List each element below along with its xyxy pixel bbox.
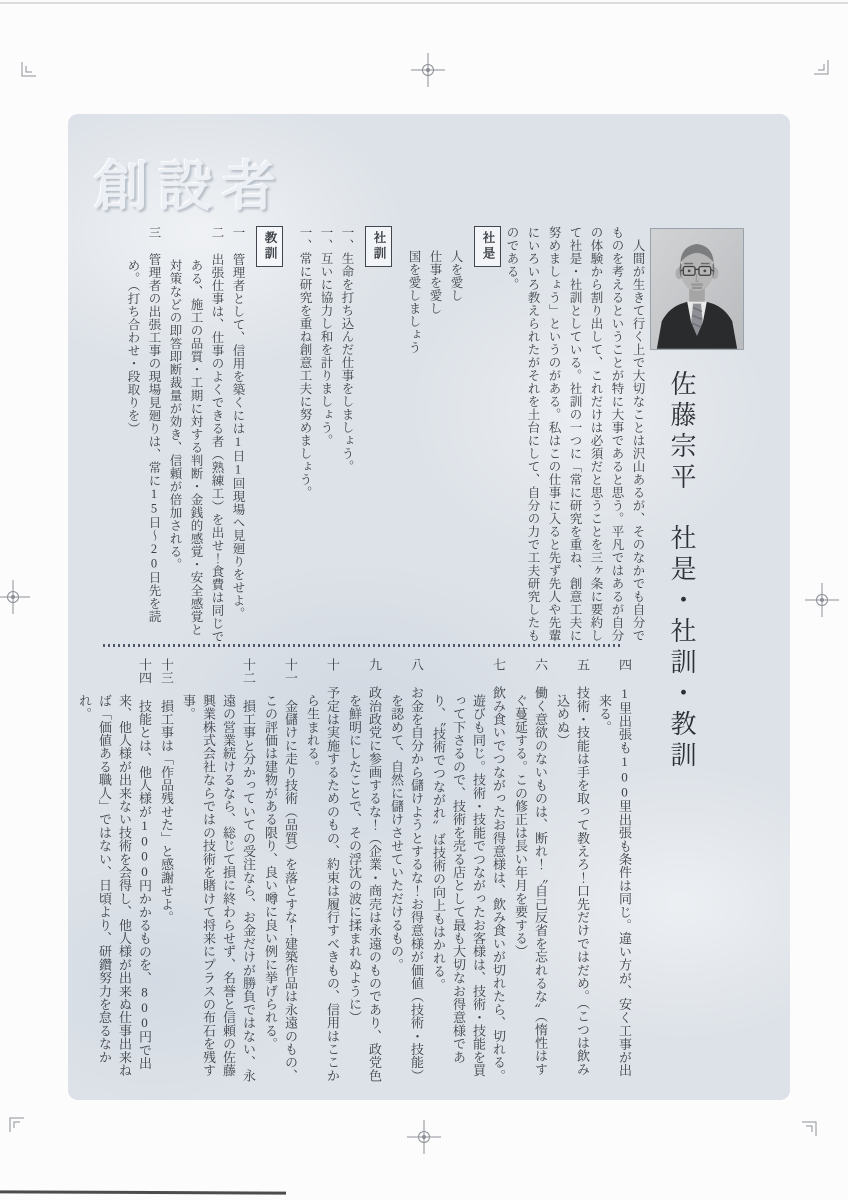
scanned-page: [68, 114, 790, 1100]
item-number: 九: [367, 658, 382, 672]
item-text: 技術・技能は手を取って教えろ！口先だけではだめ。（こつは飲み込めぬ）: [555, 686, 590, 1076]
item-number: 一: [231, 226, 245, 239]
kyokun-item: [74, 658, 154, 1086]
registration-crosshair-right: [805, 583, 839, 617]
item-number: 八: [409, 658, 424, 672]
watermark-title: 創設者: [94, 157, 286, 217]
lower-text-block: [77, 658, 634, 1086]
portrait-photo-icon: [651, 229, 743, 349]
item-text: 働く意欲のないものは、断れ！〝自己反省を忘れるな〟（惰性はすぐ蔓延する。この修正は長い年月を要する）: [513, 686, 548, 1076]
founder-name: 佐藤宗平: [667, 370, 696, 494]
item-number: 三: [147, 226, 161, 239]
kyokun-item: [552, 658, 592, 1086]
kyokun-item: [510, 658, 550, 1086]
item-number: 七: [491, 658, 506, 672]
kyokun-item: [386, 658, 426, 1086]
kyokun-item: [156, 658, 176, 1086]
founder-photo: [650, 228, 744, 350]
item-number: 四: [617, 658, 632, 672]
registration-crosshair-top: [411, 53, 445, 87]
kyokun-section: [122, 226, 283, 646]
kyokun-item: [164, 226, 227, 646]
corner-mark-top-right: [812, 58, 830, 76]
item-text: 出張仕事は、仕事のよくできる者（熟練工）を出せ！食費は同じである、施工の品質・工期に対する判断・金銭的感覚・安全感覚と対策などの即答即断裁量が効き、信頼が倍加される。: [168, 253, 224, 643]
registration-crosshair-left: [0, 580, 30, 614]
shaze-line: 人を愛し: [449, 250, 463, 302]
scan-edge-line: [0, 2, 848, 4]
item-number: 十三: [159, 658, 174, 685]
shakun-line: 一、常に研究を重ね創意工夫に努めましょう。: [298, 226, 312, 499]
item-number: 六: [533, 658, 548, 672]
kyokun-item: [302, 658, 342, 1086]
dotted-divider: [103, 644, 621, 647]
corner-mark-bottom-right: [800, 1120, 818, 1138]
item-text: 政治政党に参画するな！（企業・商売は永遠のものであり、政党色を鮮明にしたことで、その浮沈の波に揉まれぬように）: [347, 686, 382, 1083]
page-title: [668, 370, 694, 870]
item-text: 1里出張も100里出張も条件は同じ。違い方が、安く工事が出来る。: [597, 686, 632, 1078]
item-number: 五: [575, 658, 590, 672]
item-number: 十四: [137, 658, 152, 685]
kyokun-item: [594, 658, 634, 1086]
item-text: 技能とは、他人様が1000円かかるものを、800円で出来、他人様が出来ない技術を会得し、他人様が出来ぬ仕事出来ねば「価値ある職人」ではない、日頃より、研鑽努力を怠るなかれ。: [77, 694, 152, 1077]
item-number: 十一: [283, 658, 298, 685]
kyokun-item: [178, 658, 258, 1086]
shakun-line: 一、互いに協力し和を計りましょう。: [319, 226, 333, 447]
kyokun-label: 教訓: [256, 226, 283, 267]
shaze-label: 社是: [474, 226, 501, 267]
item-text: お金を自分から儲けようとするな！お得意様が価値（技術・技能）を認めて、自然に儲けさせていただけるもの。: [389, 686, 424, 1083]
corner-mark-bottom-left: [8, 1116, 26, 1134]
item-number: 十: [325, 658, 340, 672]
item-number: 二: [210, 226, 224, 239]
shaze-line: 仕事を愛し: [428, 250, 442, 315]
kyokun-item: [428, 658, 508, 1086]
corner-mark-top-left: [20, 60, 38, 78]
shaze-line: 国を愛しましょう: [407, 250, 421, 354]
kyokun-item: [344, 658, 384, 1086]
item-text: 飲み食いでつながったお得意様は、飲み食いが切れたら、切れる。遊びも同じ。技術・技能でつながったお客様は、技術・技能を買って下さるので、技術を売る店として最も大切なお得意様であり、〝技術でつながれ〟ば技術の向上もはかれる。: [431, 686, 506, 1083]
intro-paragraph: 人間が生きて行く上で大切なことは沢山あるが、そのなかでも自分でものを考えるということが特に大事であると思う。平凡ではあるが自分の体験から割り出して、これだけは必須だと思うことを三ヶ条に要約して社是・社訓としている。社訓の一つに「常に研究を重ね、創意工夫に努めましょう」というのがある。私はこの仕事に入ると先ず先人や先輩にいろいろ教えられたがそれを土台にして、自分の力で工夫研究したものである。: [505, 226, 645, 642]
item-number: 十二: [241, 658, 256, 685]
item-text: 管理者として、信用を築くには1日1回現場へ見廻りをせよ。: [231, 253, 245, 620]
shakun-line: 一、生命を打ち込んだ仕事をしましょう。: [340, 226, 354, 473]
item-text: 損工事は「作品残せた」と感謝せよ。: [159, 699, 174, 924]
item-text: 金儲けに走り技術（品質）を落とすな！建築作品は永遠のもの、この評価は建物がある限り、良い噂に良い例に挙げられる。: [263, 694, 298, 1083]
kyokun-item: [260, 658, 300, 1086]
item-text: 予定は実施するためのもの、約束は履行すべきもの、信用はここから生まれる。: [305, 686, 340, 1083]
scan-artifact-line: [0, 1190, 286, 1194]
item-text: 管理者の出張工事の現場見廻りは、常に15日～20日先を読め。（打ち合わせ・段取りを）: [126, 253, 161, 623]
shakun-label: 社訓: [365, 226, 392, 267]
title-subtitle: 社是・社訓・教訓: [667, 524, 696, 772]
kyokun-item: [122, 226, 164, 646]
kyokun-item: [227, 226, 248, 646]
registration-crosshair-bottom: [407, 1120, 441, 1154]
item-text: 損工事と分かっていての受注なら、お金だけが勝負ではない、永遠の営業続けるなら、総じて損に終わらせず、名誉と信頼の佐藤興業株式会社ならではの技術を賭けて将来にプラスの布石を残す事。: [181, 694, 256, 1083]
shakun-section: [294, 226, 392, 646]
shaze-section: [403, 226, 501, 646]
upper-text-block: [98, 226, 648, 646]
